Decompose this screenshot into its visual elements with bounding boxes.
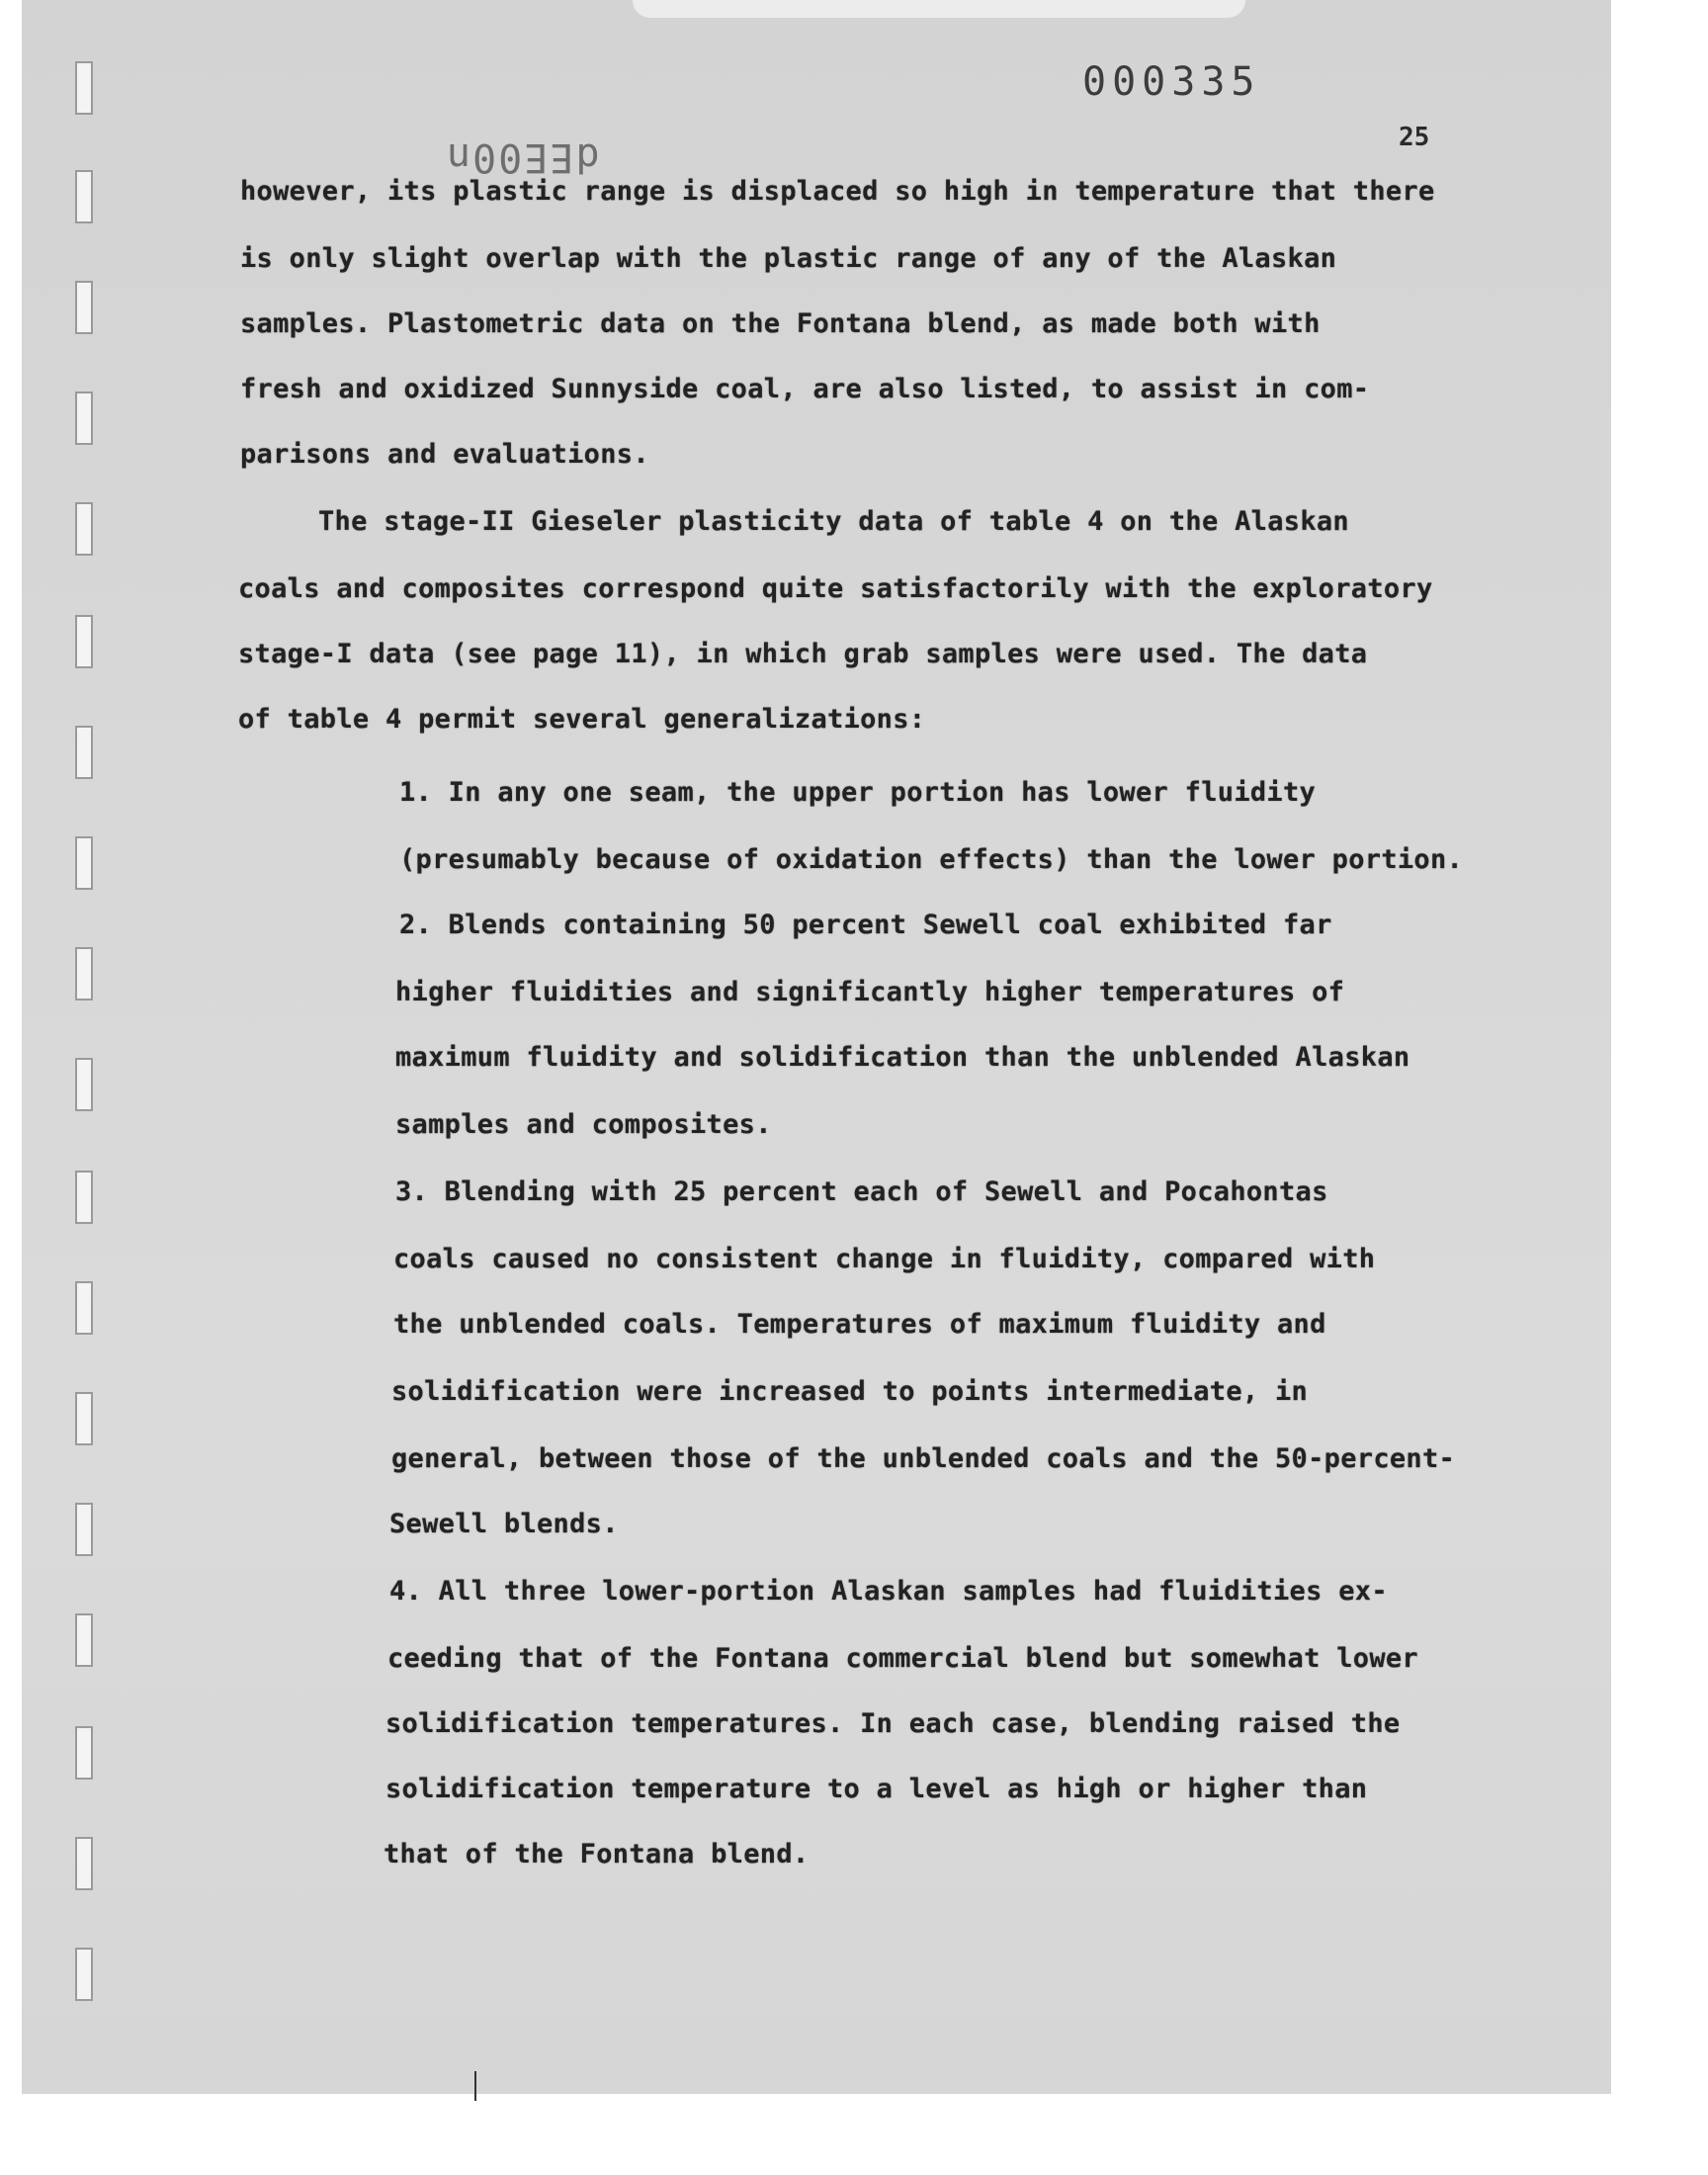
text-line: coals and composites correspond quite satisfactorily with the exploratory bbox=[238, 573, 1433, 604]
punch-hole bbox=[75, 1392, 93, 1445]
list-item-line: 1. In any one seam, the upper portion has lower fluidity bbox=[399, 777, 1317, 808]
text-line: stage-I data (see page 11), in which grab samples were used. The data bbox=[238, 639, 1368, 669]
document-number: 000335 bbox=[1082, 59, 1261, 105]
punch-hole bbox=[75, 1948, 93, 2001]
punch-hole bbox=[75, 1281, 93, 1335]
punch-hole bbox=[75, 1837, 93, 1890]
punch-holes bbox=[75, 0, 105, 2094]
text-line: samples. Plastometric data on the Fontana blend, as made both with bbox=[240, 308, 1321, 339]
list-item-line: 4. All three lower-portion Alaskan samples had fluidities ex- bbox=[389, 1576, 1388, 1607]
bottom-margin bbox=[0, 2094, 1708, 2175]
text-line: however, its plastic range is displaced so high in temperature that there bbox=[240, 176, 1435, 207]
punch-hole bbox=[75, 502, 93, 556]
list-item-line: higher fluidities and significantly higher temperatures of bbox=[395, 977, 1345, 1007]
punch-hole bbox=[75, 281, 93, 334]
list-item-line: that of the Fontana blend. bbox=[384, 1839, 810, 1870]
punch-hole bbox=[75, 1503, 93, 1556]
list-item-line: coals caused no consistent change in fluidity, compared with bbox=[393, 1244, 1376, 1274]
list-item-line: 3. Blending with 25 percent each of Sewell and Pocahontas bbox=[395, 1176, 1328, 1207]
punch-hole bbox=[75, 61, 93, 115]
punch-hole bbox=[75, 726, 93, 779]
text-line: The stage-II Gieseler plasticity data of table 4 on the Alaskan bbox=[318, 506, 1349, 537]
list-item-line: ceeding that of the Fontana commercial blend but somewhat lower bbox=[387, 1643, 1418, 1674]
scan-artifact-line bbox=[474, 2071, 476, 2101]
punch-hole bbox=[75, 1613, 93, 1667]
list-item-line: the unblended coals. Temperatures of maximum fluidity and bbox=[393, 1309, 1326, 1340]
punch-hole bbox=[75, 1726, 93, 1780]
punch-hole bbox=[75, 170, 93, 223]
list-item-line: solidification temperatures. In each case, blending raised the bbox=[385, 1708, 1401, 1739]
list-item-line: solidification temperature to a level as high or higher than bbox=[385, 1774, 1368, 1804]
punch-hole bbox=[75, 1058, 93, 1111]
page-number: 25 bbox=[1399, 123, 1430, 152]
paper-top-edge bbox=[633, 0, 1245, 18]
text-line: fresh and oxidized Sunnyside coal, are also listed, to assist in com- bbox=[240, 374, 1370, 404]
punch-hole bbox=[75, 947, 93, 1000]
mirrored-stamp: dEE00n bbox=[445, 134, 600, 180]
list-item-line: maximum fluidity and solidification than the unblended Alaskan bbox=[395, 1042, 1410, 1073]
text-line: is only slight overlap with the plastic range of any of the Alaskan bbox=[240, 243, 1337, 274]
punch-hole bbox=[75, 392, 93, 445]
list-item-line: (presumably because of oxidation effects) than the lower portion. bbox=[399, 844, 1464, 875]
list-item-line: solidification were increased to points intermediate, in bbox=[391, 1376, 1309, 1407]
text-line: parisons and evaluations. bbox=[240, 439, 649, 470]
punch-hole bbox=[75, 1171, 93, 1224]
punch-hole bbox=[75, 836, 93, 890]
list-item-line: 2. Blends containing 50 percent Sewell coal exhibited far bbox=[399, 910, 1332, 940]
list-item-line: general, between those of the unblended coals and the 50-percent- bbox=[391, 1443, 1456, 1474]
list-item-line: Sewell blends. bbox=[389, 1509, 619, 1539]
punch-hole bbox=[75, 615, 93, 668]
text-line: of table 4 permit several generalizations: bbox=[238, 704, 926, 735]
list-item-line: samples and composites. bbox=[395, 1109, 772, 1140]
